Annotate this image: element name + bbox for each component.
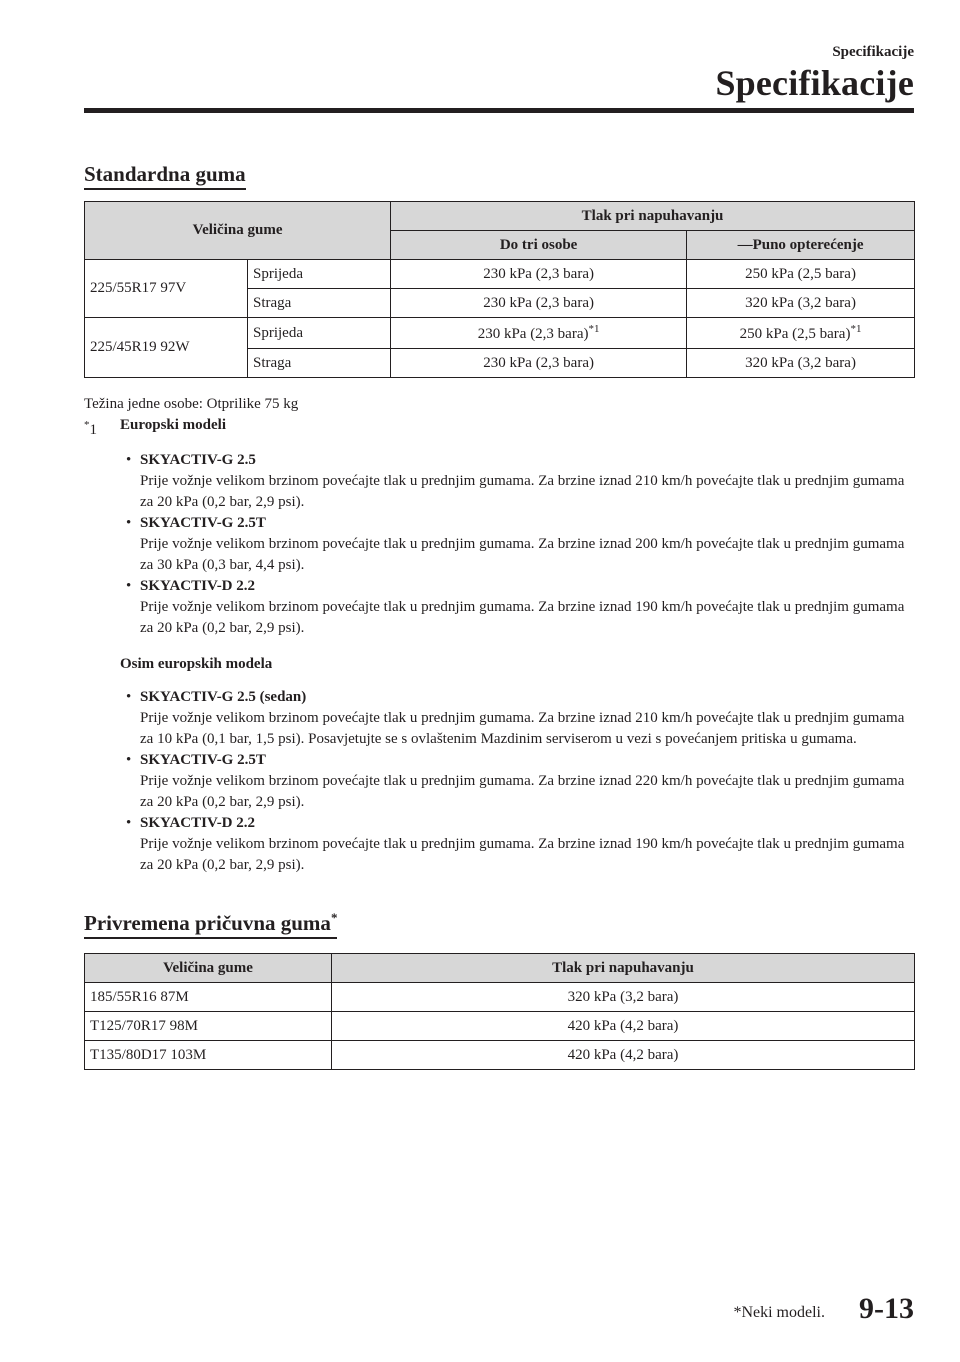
table-row [85, 1041, 915, 1070]
pressure-cell: 230 kPa (2,3 bara)$^{*1}$ [391, 318, 687, 349]
bullet-icon: • [126, 452, 132, 468]
table-row [85, 1012, 915, 1041]
footer-note: *Neki modeli. [733, 1304, 825, 1321]
list-item: • SKYACTIV-G 2.5 (sedan) Prije vožnje velikom brzinom povećajte tlak u prednjim gumama. Za brzine iznad 210 km/h povećajte tlak u prednjim gumama za 10 kPa (0,1 bar, 1,5 psi). Posavjetujte se s ovlaštenim Mazdinim serviserom u vezi s povećanjem pritiska u gumama. [126, 689, 905, 747]
tire-size-cell: T125/70R17 98M [85, 1012, 332, 1041]
bullet-icon: • [126, 578, 132, 594]
position-cell: Straga [248, 349, 391, 378]
footnote-label-eu: Europski modeli [120, 417, 227, 433]
bullet-icon: • [126, 689, 132, 705]
header-inflation-pressure: Tlak pri napuhavanju [391, 202, 915, 231]
standard-tire-table [84, 201, 915, 378]
table-row [85, 318, 915, 349]
running-header-small: Specifikacije [832, 44, 914, 60]
pressure-cell: 420 kPa (4,2 bara) [332, 1012, 915, 1041]
list-item: • SKYACTIV-G 2.5T Prije vožnje velikom brzinom povećajte tlak u prednjim gumama. Za brzine iznad 200 km/h povećajte tlak u prednjim gumama za 30 kPa (0,3 bar, 4,4 psi). [126, 515, 905, 573]
table-row [85, 260, 915, 289]
footnote-ref: *1 [588, 323, 600, 335]
header-tire-size: Veličina gume [85, 954, 332, 983]
position-cell: Sprijeda [248, 318, 391, 349]
bullet-icon: • [126, 752, 132, 768]
pressure-cell: 320 kPa (3,2 bara) [332, 983, 915, 1012]
pressure-cell: 230 kPa (2,3 bara) [391, 260, 687, 289]
pressure-cell: 420 kPa (4,2 bara) [332, 1041, 915, 1070]
pressure-cell: 320 kPa (3,2 bara) [687, 349, 915, 378]
pressure-cell: 320 kPa (3,2 bara) [687, 289, 915, 318]
page-number: 9-13 [859, 1292, 914, 1325]
position-cell: Sprijeda [248, 260, 391, 289]
pressure-cell: 250 kPa (2,5 bara)$^{*1}$ [687, 318, 915, 349]
position-cell: Straga [248, 289, 391, 318]
spare-tire-table [84, 953, 915, 1070]
running-header-title: Specifikacije [715, 63, 914, 103]
tire-size-cell: 225/45R19 92W [85, 318, 248, 378]
tire-size-cell: 225/55R17 97V [85, 260, 248, 318]
table-header-row [85, 202, 915, 231]
non-eu-label: Osim europskih modela [120, 656, 273, 672]
footnote-marker: *1 [84, 419, 97, 438]
weight-note: Težina jedne osobe: Otprilike 75 kg [84, 396, 299, 412]
bullet-icon: • [126, 515, 132, 531]
table-header-row [85, 954, 915, 983]
spare-tire-title: Privremena pričuvna guma* [84, 910, 337, 939]
pressure-cell: 250 kPa (2,5 bara) [687, 260, 915, 289]
tire-size-cell: 185/55R16 87M [85, 983, 332, 1012]
footnote-ref: *1 [850, 323, 862, 335]
header-full-load: —Puno opterećenje [687, 231, 915, 260]
eu-model-list [124, 450, 916, 639]
list-item: • SKYACTIV-G 2.5T Prije vožnje velikom brzinom povećajte tlak u prednjim gumama. Za brzine iznad 220 km/h povećajte tlak u prednjim gumama za 20 kPa (0,2 bar, 2,9 psi). [126, 752, 905, 810]
bullet-icon: • [126, 815, 132, 831]
non-eu-model-list [124, 687, 916, 876]
pressure-cell: 230 kPa (2,3 bara) [391, 349, 687, 378]
header-up-to-three: Do tri osobe [391, 231, 687, 260]
list-item: • SKYACTIV-D 2.2 Prije vožnje velikom brzinom povećajte tlak u prednjim gumama. Za brzine iznad 190 km/h povećajte tlak u prednjim gumama za 20 kPa (0,2 bar, 2,9 psi). [126, 815, 905, 873]
list-item: • SKYACTIV-G 2.5 Prije vožnje velikom brzinom povećajte tlak u prednjim gumama. Za brzine iznad 210 km/h povećajte tlak u prednjim gumama za 20 kPa (0,2 bar, 2,9 psi). [126, 452, 905, 510]
header-rule [84, 108, 914, 113]
standard-tire-title: Standardna guma [84, 162, 246, 190]
tire-size-cell: T135/80D17 103M [85, 1041, 332, 1070]
header-tire-size: Veličina gume [85, 202, 391, 260]
pressure-cell: 230 kPa (2,3 bara) [391, 289, 687, 318]
table-row [85, 983, 915, 1012]
footnote-ref: * [330, 910, 338, 925]
header-inflation-pressure: Tlak pri napuhavanju [332, 954, 915, 983]
list-item: • SKYACTIV-D 2.2 Prije vožnje velikom brzinom povećajte tlak u prednjim gumama. Za brzine iznad 190 km/h povećajte tlak u prednjim gumama za 20 kPa (0,2 bar, 2,9 psi). [126, 578, 905, 636]
